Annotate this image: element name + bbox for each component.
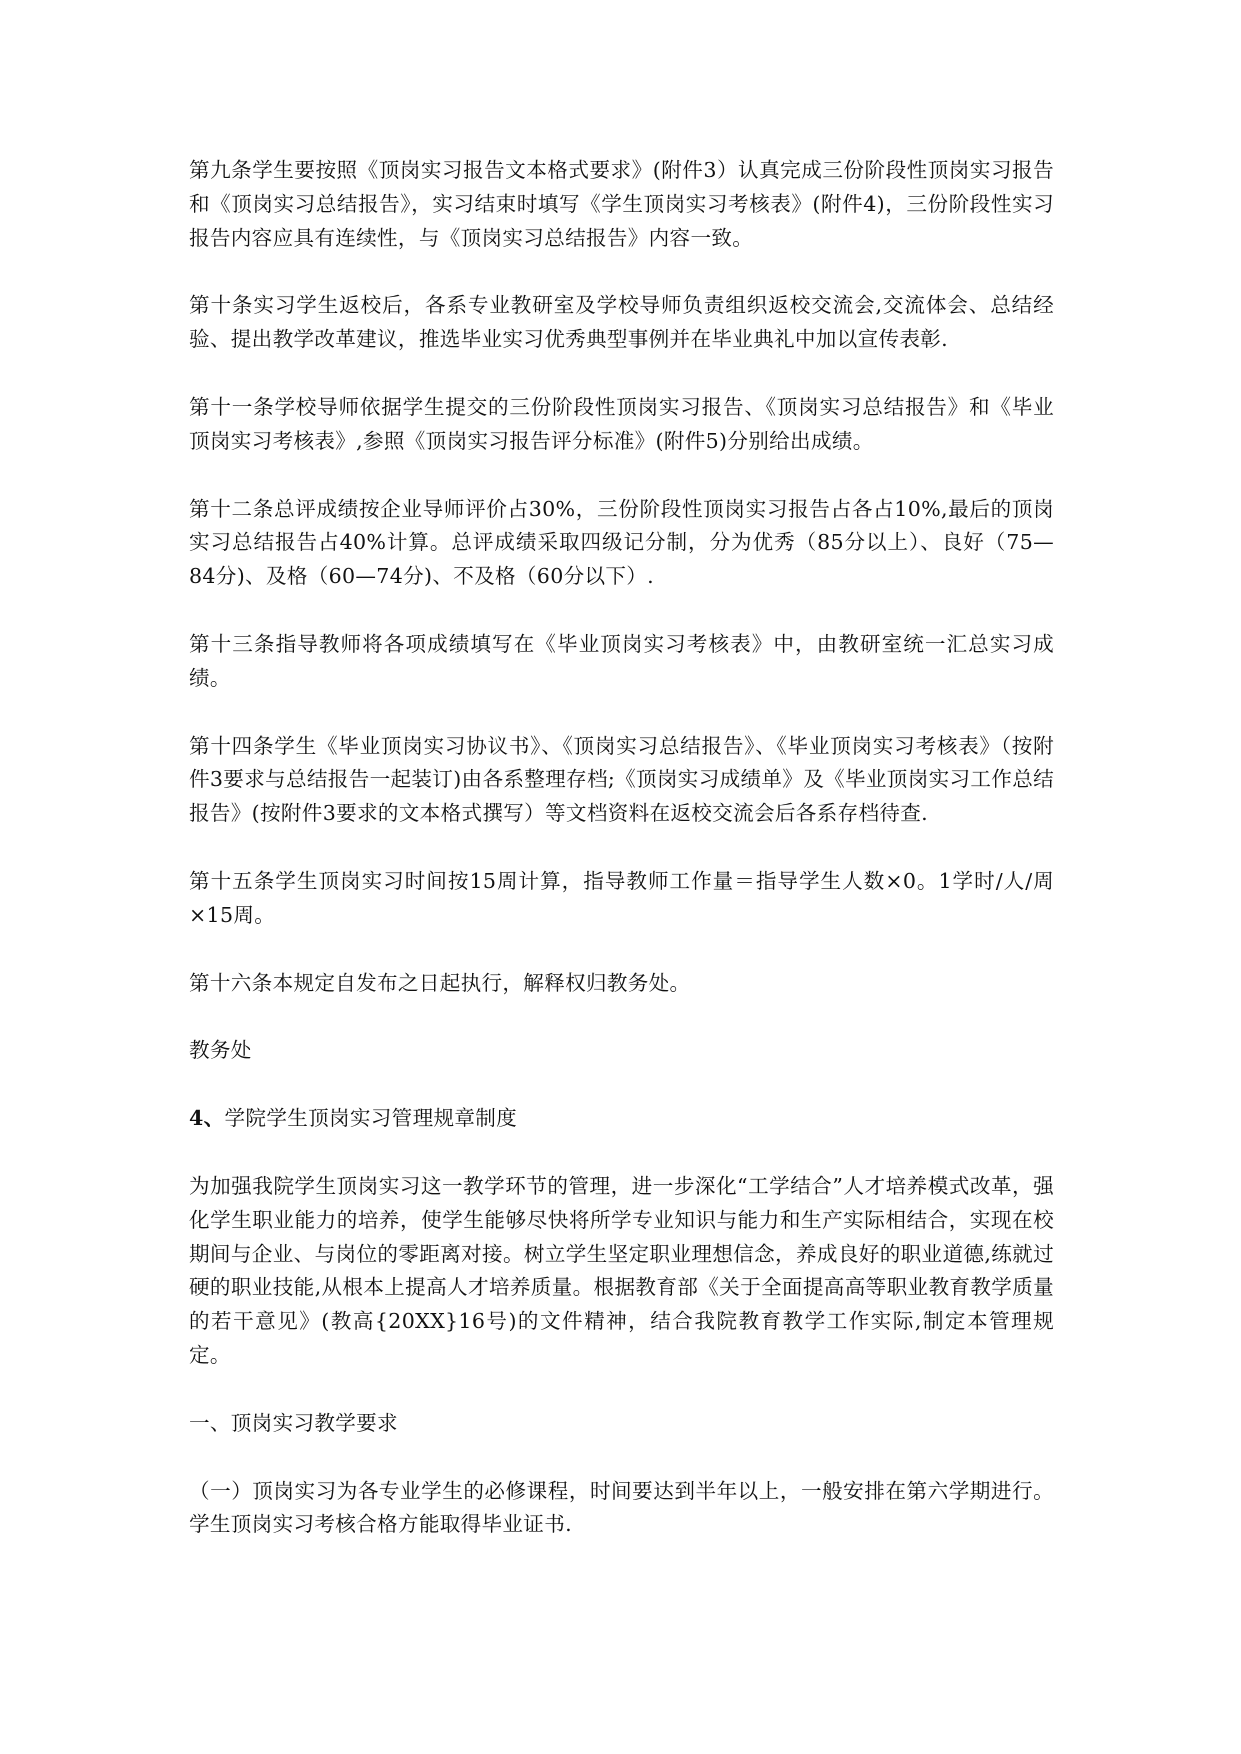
article-16: 第十六条本规定自发布之日起执行，解释权归教务处。 <box>189 970 691 995</box>
requirement-item-1: （一）顶岗实习为各专业学生的必修课程，时间要达到半年以上，一般安排在第六学期进行。学生顶岗实习考核合格方能取得毕业证书. <box>189 1478 1054 1537</box>
section-heading <box>189 1102 1054 1136</box>
issuer-signature: 教务处 <box>189 1038 252 1063</box>
article-10: 第十条实习学生返校后，各系专业教研室及学校导师负责组织返校交流会,交流体会、总结经验、提出教学改革建议，推选毕业实习优秀典型事例并在毕业典礼中加以宣传表彰. <box>189 293 1054 352</box>
article-13: 第十三条指导教师将各项成绩填写在《毕业顶岗实习考核表》中，由教研室统一汇总实习成绩。 <box>189 631 1054 690</box>
subsection-heading: 一、顶岗实习教学要求 <box>189 1410 398 1435</box>
document-body <box>189 154 1054 1576</box>
section-title: 学院学生顶岗实习管理规章制度 <box>224 1106 518 1131</box>
article-15: 第十五条学生顶岗实习时间按15周计算，指导教师工作量＝指导学生人数×0。1学时/人/周×15周。 <box>189 868 1054 927</box>
section-number: 4、 <box>189 1106 225 1131</box>
article-11: 第十一条学校导师依据学生提交的三份阶段性顶岗实习报告、《顶岗实习总结报告》和《毕业顶岗实习考核表》,参照《顶岗实习报告评分标准》(附件5)分别给出成绩。 <box>189 394 1054 453</box>
article-14: 第十四条学生《毕业顶岗实习协议书》、《顶岗实习总结报告》、《毕业顶岗实习考核表》（按附件3要求与总结报告一起装订)由各系整理存档;《顶岗实习成绩单》及《毕业顶岗实习工作总结报告》(按附件3要求的文本格式撰写）等文档资料在返校交流会后各系存档待查. <box>189 733 1054 826</box>
intro-paragraph: 为加强我院学生顶岗实习这一教学环节的管理，进一步深化“工学结合”人才培养模式改革，强化学生职业能力的培养，使学生能够尽快将所学专业知识与能力和生产实际相结合，实现在校期间与企业、与岗位的零距离对接。树立学生坚定职业理想信念，养成良好的职业道德,练就过硬的职业技能,从根本上提高人才培养质量。根据教育部《关于全面提高高等职业教育教学质量的若干意见》(教高{20XX}16号)的文件精神，结合我院教育教学工作实际,制定本管理规定。 <box>189 1173 1054 1367</box>
article-9: 第九条学生要按照《顶岗实习报告文本格式要求》(附件3）认真完成三份阶段性顶岗实习报告和《顶岗实习总结报告》，实习结束时填写《学生顶岗实习考核表》(附件4)，三份阶段性实习报告内容应具有连续性，与《顶岗实习总结报告》内容一致。 <box>189 158 1054 250</box>
article-12: 第十二条总评成绩按企业导师评价占30%，三份阶段性顶岗实习报告占各占10%,最后的顶岗实习总结报告占40%计算。总评成绩采取四级记分制，分为优秀（85分以上）、良好（75—84分)、及格（60—74分)、不及格（60分以下）. <box>189 496 1054 589</box>
